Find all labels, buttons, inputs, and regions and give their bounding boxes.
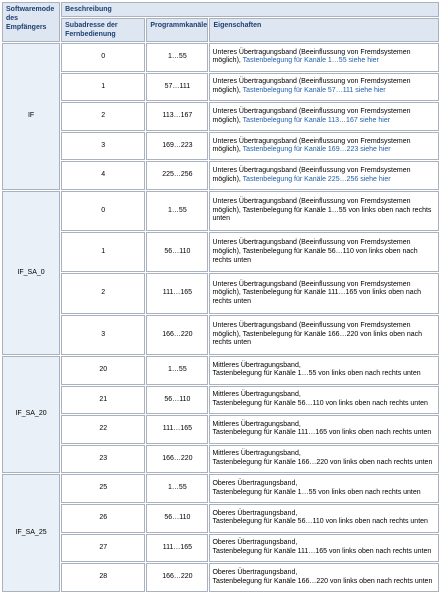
properties-text: Tastenbelegung für Kanäle 166…220 von links oben nach rechts unten (212, 577, 433, 585)
channels-cell: 56…110 (146, 232, 208, 272)
properties-cell (209, 232, 439, 272)
properties-text: Mittleres Übertragungsband, (212, 361, 301, 369)
subaddress-cell: 3 (61, 132, 145, 161)
properties-cell (209, 273, 439, 313)
channels-cell: 113…167 (146, 102, 208, 131)
properties-cell (209, 356, 439, 385)
table-row (2, 73, 439, 102)
properties-text: Oberes Übertragungsband, (212, 480, 298, 488)
subaddress-cell: 28 (61, 563, 145, 592)
properties-text: Mittleres Übertragungsband, (212, 420, 301, 428)
properties-cell (209, 73, 439, 102)
properties-text: Oberes Übertragungsband, (212, 569, 298, 576)
mode-cell: IF_SA_25 (2, 474, 60, 592)
subaddress-cell: 27 (61, 534, 145, 563)
subaddress-cell: 1 (61, 232, 145, 272)
properties-cell (209, 563, 439, 592)
subaddress-cell: 25 (61, 474, 145, 503)
table-row (2, 504, 439, 533)
properties-cell (209, 386, 439, 415)
subaddress-cell: 1 (61, 73, 145, 102)
key-assignment-link[interactable]: Tastenbelegung für Kanäle 169…223 siehe hier (242, 146, 391, 154)
key-assignment-link[interactable]: Tastenbelegung für Kanäle 113…167 siehe hier (242, 116, 391, 124)
properties-cell (209, 43, 439, 72)
properties-text: Unteres Übertragungsband (Beeinflussung von Fremdsystemen möglich), Tastenbelegung für Kanäle 111…165 von links oben nach rechts unten (212, 280, 422, 305)
table-row (2, 315, 439, 355)
properties-text: Unteres Übertragungsband (Beeinflussung von Fremdsystemen möglich), (212, 167, 411, 183)
properties-cell (209, 474, 439, 503)
properties-text: Tastenbelegung für Kanäle 56…110 von links oben nach rechts unten (212, 518, 428, 526)
properties-text: Oberes Übertragungsband, (212, 509, 298, 517)
properties-cell (209, 415, 439, 444)
header-eigenschaften: Eigenschaften (209, 18, 439, 42)
channels-cell: 1…55 (146, 474, 208, 503)
properties-text: Tastenbelegung für Kanäle 1…55 von links oben nach rechts unten (212, 370, 421, 378)
properties-text: Unteres Übertragungsband (Beeinflussung von Fremdsystemen möglich), Tastenbelegung für Kanäle 1…55 von links oben nach rechts unten (212, 198, 432, 223)
subaddress-cell: 2 (61, 273, 145, 313)
properties-cell (209, 534, 439, 563)
properties-text: Tastenbelegung für Kanäle 111…165 von links oben nach rechts unten (212, 429, 432, 437)
table-row (2, 386, 439, 415)
channels-cell: 1…55 (146, 191, 208, 231)
subaddress-cell: 4 (61, 161, 145, 190)
channels-cell: 111…165 (146, 415, 208, 444)
channels-cell: 225…256 (146, 161, 208, 190)
header-mode: Softwaremode des Empfängers (2, 2, 60, 42)
channels-cell: 169…223 (146, 132, 208, 161)
table-row (2, 563, 439, 592)
channels-cell: 111…165 (146, 273, 208, 313)
channels-cell: 166…220 (146, 445, 208, 474)
properties-text: Tastenbelegung für Kanäle 56…110 von links oben nach rechts unten (212, 399, 428, 407)
channels-cell: 1…55 (146, 43, 208, 72)
properties-text: Tastenbelegung für Kanäle 1…55 von links oben nach rechts unten (212, 488, 421, 496)
subaddress-cell: 2 (61, 102, 145, 131)
subaddress-cell: 3 (61, 315, 145, 355)
table-row (2, 232, 439, 272)
channels-cell: 166…220 (146, 563, 208, 592)
subaddress-cell: 20 (61, 356, 145, 385)
properties-text: Unteres Übertragungsband (Beeinflussung von Fremdsystemen möglich), (212, 48, 411, 65)
properties-text: Unteres Übertragungsband (Beeinflussung von Fremdsystemen möglich), (212, 137, 411, 154)
subaddress-cell: 22 (61, 415, 145, 444)
channels-cell: 111…165 (146, 534, 208, 563)
properties-text: Unteres Übertragungsband (Beeinflussung von Fremdsystemen möglich), (212, 78, 411, 94)
properties-text: Oberes Übertragungsband, (212, 539, 298, 547)
subaddress-cell: 23 (61, 445, 145, 474)
properties-text: Mittleres Übertragungsband, (212, 450, 301, 458)
key-assignment-link[interactable]: Tastenbelegung für Kanäle 225…256 siehe hier (242, 175, 391, 183)
header-programmkanaele: Programmkanäle (146, 18, 208, 42)
table-row (2, 534, 439, 563)
subaddress-cell: 0 (61, 191, 145, 231)
header-beschreibung: Beschreibung (61, 2, 439, 17)
properties-cell (209, 161, 439, 190)
table-row (2, 415, 439, 444)
channels-cell: 56…110 (146, 504, 208, 533)
channels-cell: 166…220 (146, 315, 208, 355)
table-row (2, 102, 439, 131)
header-subadresse: Subadresse der Fernbedienung (61, 18, 145, 42)
table-row (2, 132, 439, 161)
mode-cell: IF_SA_20 (2, 356, 60, 473)
properties-cell (209, 102, 439, 131)
key-assignment-link[interactable]: Tastenbelegung für Kanäle 57…111 siehe hier (242, 86, 386, 94)
properties-text: Unteres Übertragungsband (Beeinflussung von Fremdsystemen möglich), (212, 107, 411, 124)
properties-cell (209, 504, 439, 533)
properties-text: Unteres Übertragungsband (Beeinflussung von Fremdsystemen möglich), Tastenbelegung für Kanäle 56…110 von links oben nach rechts unten (212, 239, 418, 264)
key-assignment-link[interactable]: Tastenbelegung für Kanäle 1…55 siehe hier (242, 57, 379, 65)
properties-text: Unteres Übertragungsband (Beeinflussung von Fremdsystemen möglich), Tastenbelegung für Kanäle 166…220 von links oben nach rechts unten (212, 321, 423, 347)
channels-cell: 57…111 (146, 73, 208, 102)
table-header (2, 2, 439, 42)
table-body (2, 43, 439, 592)
channels-cell: 1…55 (146, 356, 208, 385)
table-row (2, 161, 439, 190)
channel-table (1, 1, 440, 593)
table-row (2, 273, 439, 313)
table-row (2, 445, 439, 474)
subaddress-cell: 26 (61, 504, 145, 533)
properties-text: Mittleres Übertragungsband, (212, 391, 301, 399)
properties-cell (209, 191, 439, 231)
properties-cell (209, 445, 439, 474)
properties-cell (209, 315, 439, 355)
properties-text: Tastenbelegung für Kanäle 166…220 von links oben nach rechts unten (212, 459, 433, 467)
mode-cell: IF_SA_0 (2, 191, 60, 355)
table-row (2, 474, 439, 503)
channels-cell: 56…110 (146, 386, 208, 415)
table-row (2, 356, 439, 385)
table-row (2, 191, 439, 231)
properties-cell (209, 132, 439, 161)
table-row (2, 43, 439, 72)
subaddress-cell: 21 (61, 386, 145, 415)
subaddress-cell: 0 (61, 43, 145, 72)
properties-text: Tastenbelegung für Kanäle 111…165 von links oben nach rechts unten (212, 547, 432, 555)
mode-cell: IF (2, 43, 60, 190)
